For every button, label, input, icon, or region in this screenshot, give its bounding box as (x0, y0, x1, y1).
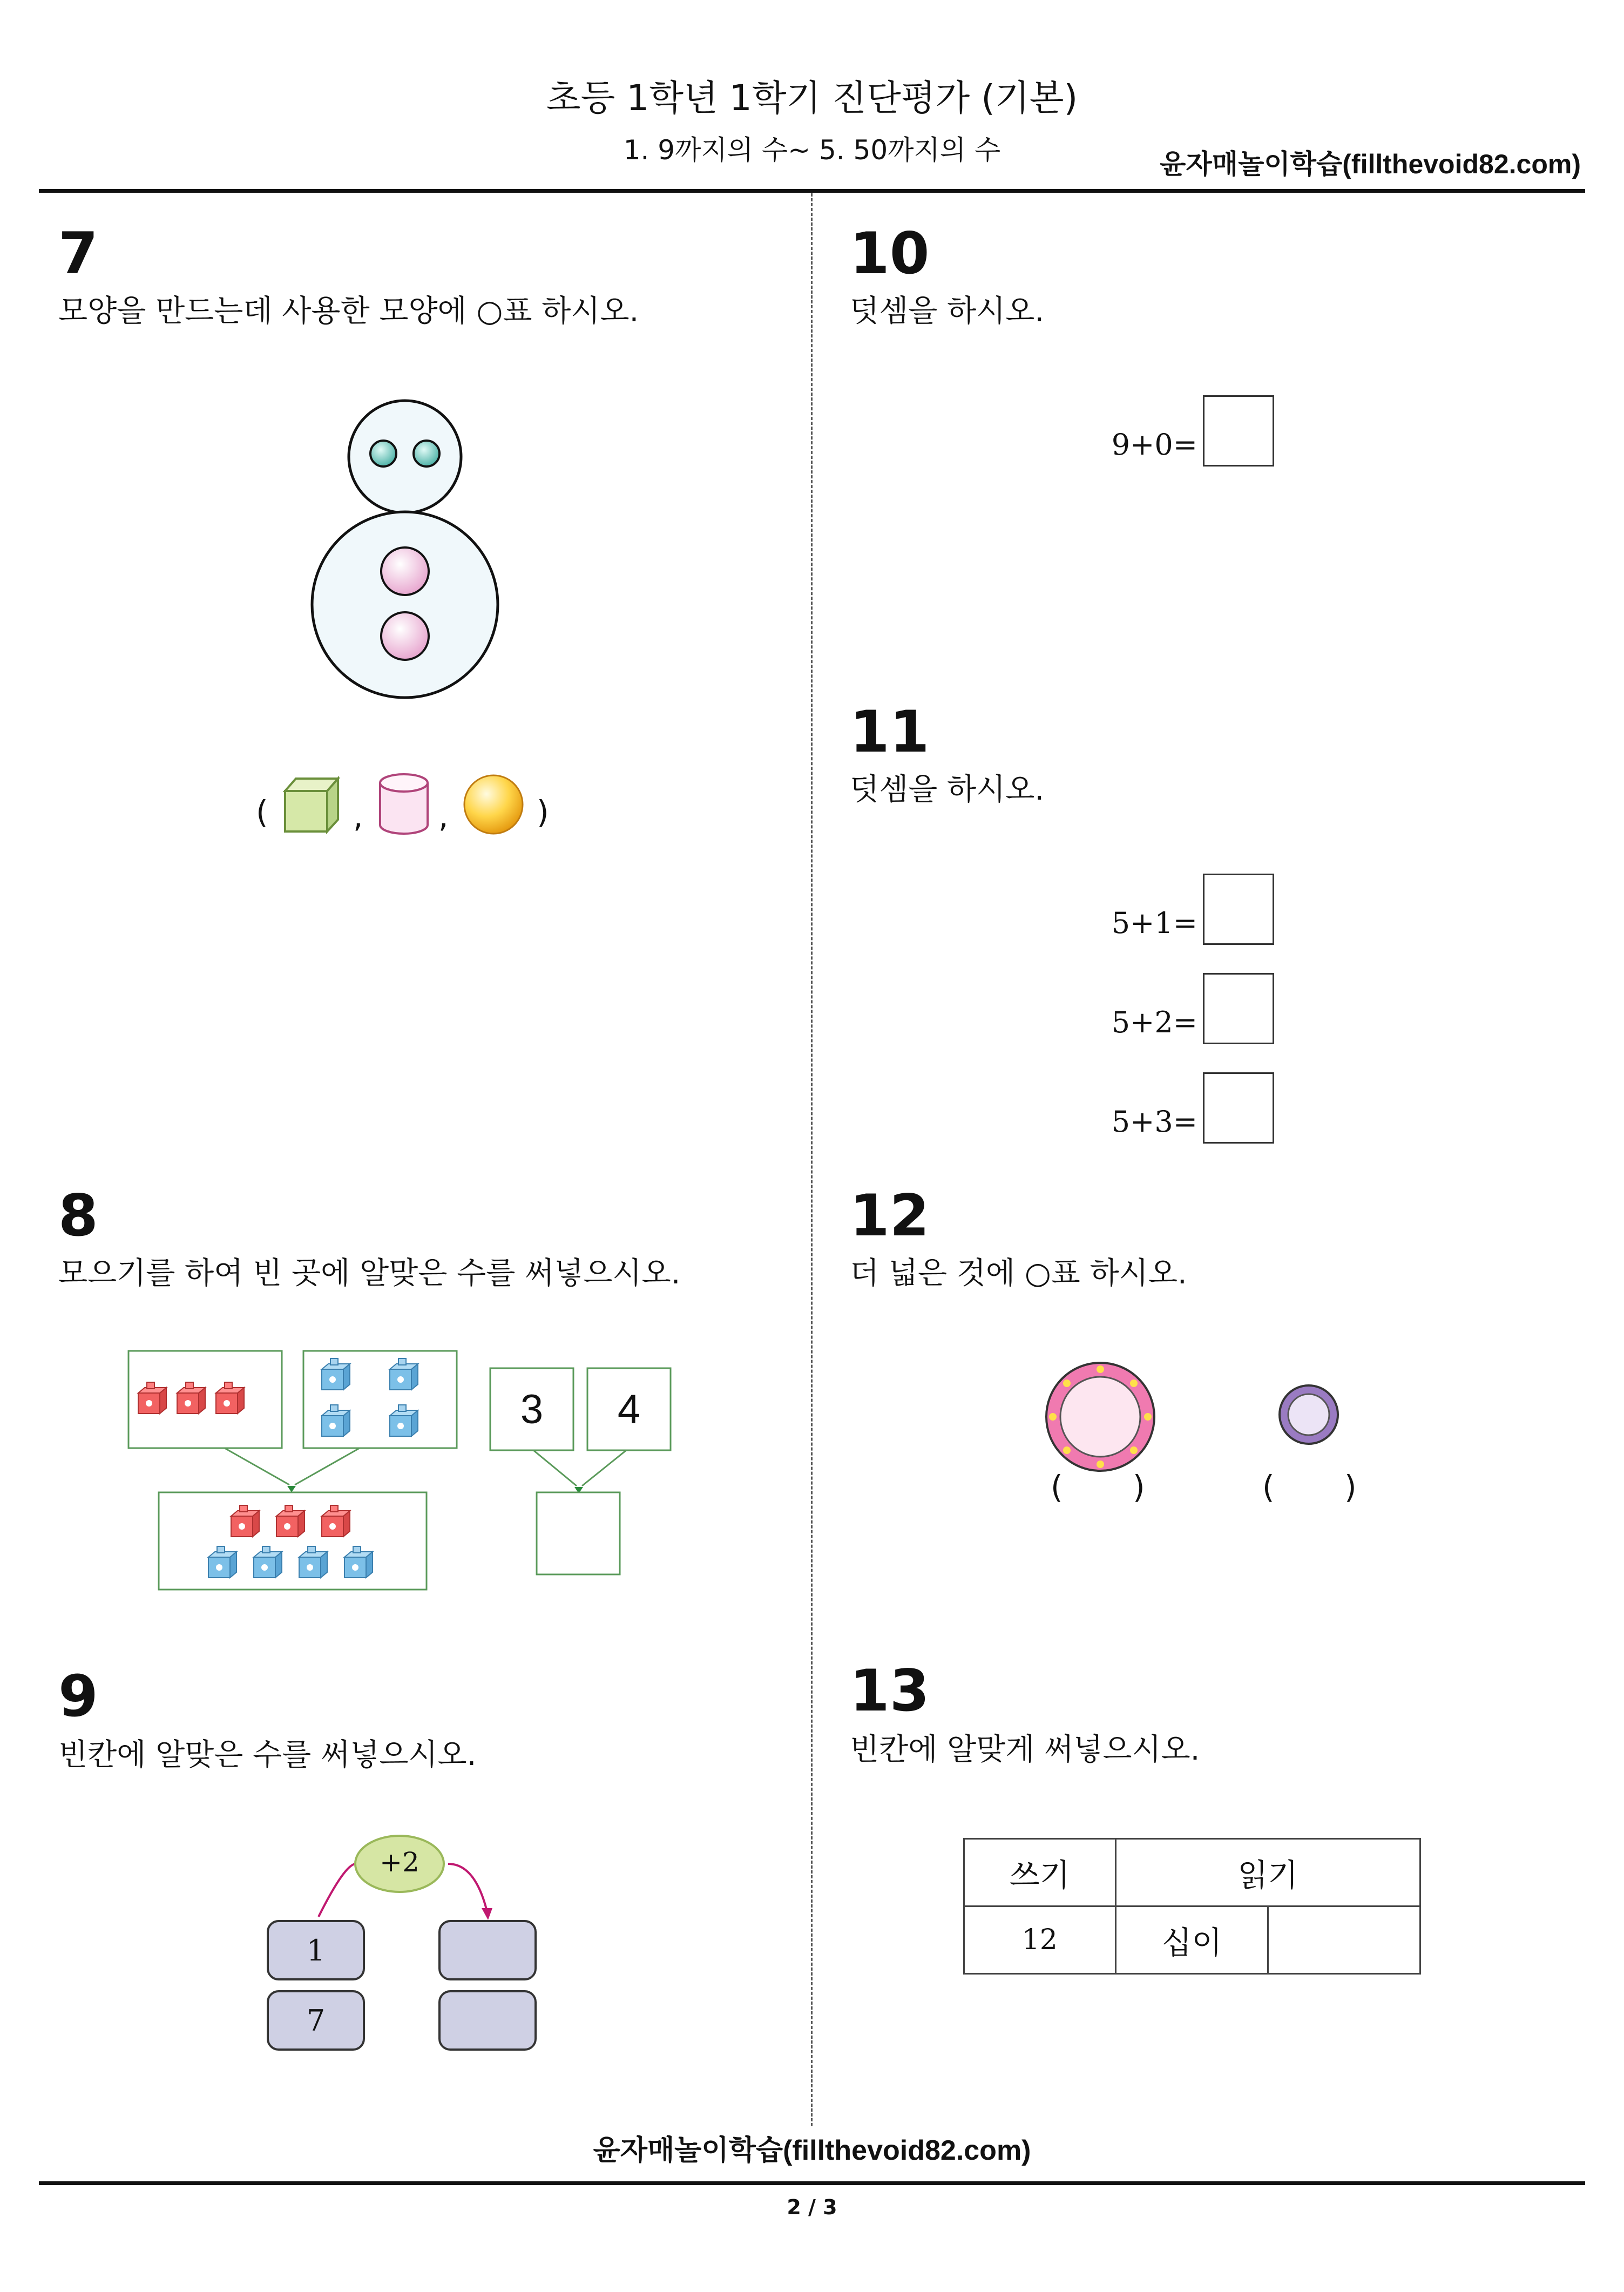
question-10-prompt: 덧셈을 하시오. (850, 294, 1045, 329)
table-cell-number: 12 (964, 1906, 1116, 1974)
table-cell-read-blank[interactable] (1268, 1906, 1420, 1974)
q9-answer-1[interactable] (438, 1920, 537, 1980)
q8-answer-box[interactable] (537, 1492, 620, 1574)
q11-answer-box-3[interactable] (1203, 1072, 1274, 1144)
page-number: 2 / 3 (787, 2195, 837, 2219)
question-11-prompt: 덧셈을 하시오. (850, 772, 1045, 807)
question-12-number: 12 (850, 1182, 930, 1249)
sphere-shape-icon[interactable] (460, 771, 527, 838)
small-plate-icon[interactable] (1275, 1381, 1342, 1448)
q11-equation-3: 5+3= (1111, 1105, 1197, 1139)
q9-value-1: 1 (267, 1920, 365, 1980)
snowman-figure (302, 389, 508, 707)
large-plate-icon[interactable] (1041, 1357, 1160, 1476)
q10-answer-box[interactable] (1203, 395, 1274, 466)
cube-shape-icon[interactable] (280, 772, 344, 837)
q8-number-right: 4 (617, 1386, 641, 1432)
header-rule (39, 189, 1585, 193)
q12-paren-open-2: ( (1262, 1469, 1275, 1505)
question-8-number: 8 (58, 1182, 98, 1249)
q12-answer-space-1[interactable] (1074, 1466, 1123, 1510)
column-divider (811, 193, 813, 2126)
question-9-prompt: 빈칸에 알맞은 수를 써넣으시오. (58, 1737, 477, 1773)
q11-equation-1: 5+1= (1111, 906, 1197, 940)
question-10-number: 10 (850, 220, 930, 287)
question-13-number: 13 (850, 1658, 930, 1724)
q12-paren-open-1: ( (1051, 1469, 1063, 1505)
page-subtitle: 1. 9까지의 수~ 5. 50까지의 수 (623, 134, 1001, 166)
q12-answer-space-2[interactable] (1286, 1466, 1335, 1510)
footer-brand: 윤자매놀이학습(fillthevoid82.com) (593, 2135, 1031, 2166)
table-header-read: 읽기 (1115, 1839, 1420, 1906)
question-12-prompt: 더 넓은 것에 ○표 하시오. (850, 1256, 1187, 1291)
question-11-number: 11 (850, 699, 930, 765)
table-header-write: 쓰기 (964, 1839, 1116, 1906)
q9-rule-label: +2 (380, 1847, 419, 1878)
question-7-prompt: 모양을 만드는데 사용한 모양에 ○표 하시오. (58, 294, 639, 329)
q10-equation: 9+0= (1111, 428, 1197, 462)
q12-paren-close-1: ) (1133, 1469, 1145, 1505)
header-brand: 윤자매놀이학습(fillthevoid82.com) (1160, 149, 1581, 179)
number-reading-table (963, 1838, 1421, 1975)
q7-close-paren: ) (537, 794, 549, 830)
q8-number-left: 3 (520, 1386, 544, 1432)
question-8-prompt: 모으기를 하여 빈 곳에 알맞은 수를 써넣으시오. (58, 1256, 681, 1291)
q7-comma-1: , (353, 798, 363, 835)
table-cell-read-1: 십이 (1115, 1906, 1268, 1974)
question-9-number: 9 (58, 1663, 98, 1729)
question-7-number: 7 (58, 220, 98, 287)
cylinder-shape-icon[interactable] (376, 771, 432, 838)
q11-answer-box-2[interactable] (1203, 973, 1274, 1044)
q12-paren-close-2: ) (1344, 1469, 1357, 1505)
q9-answer-2[interactable] (438, 1990, 537, 2051)
q11-equation-2: 5+2= (1111, 1005, 1197, 1039)
question-13-prompt: 빈칸에 알맞게 써넣으시오. (850, 1732, 1200, 1767)
q7-open-paren: ( (256, 794, 268, 830)
page-title: 초등 1학년 1학기 진단평가 (기본) (546, 77, 1078, 119)
q7-comma-2: , (438, 798, 449, 835)
q9-value-2: 7 (267, 1990, 365, 2051)
q11-answer-box-1[interactable] (1203, 874, 1274, 945)
footer-rule (39, 2181, 1585, 2185)
